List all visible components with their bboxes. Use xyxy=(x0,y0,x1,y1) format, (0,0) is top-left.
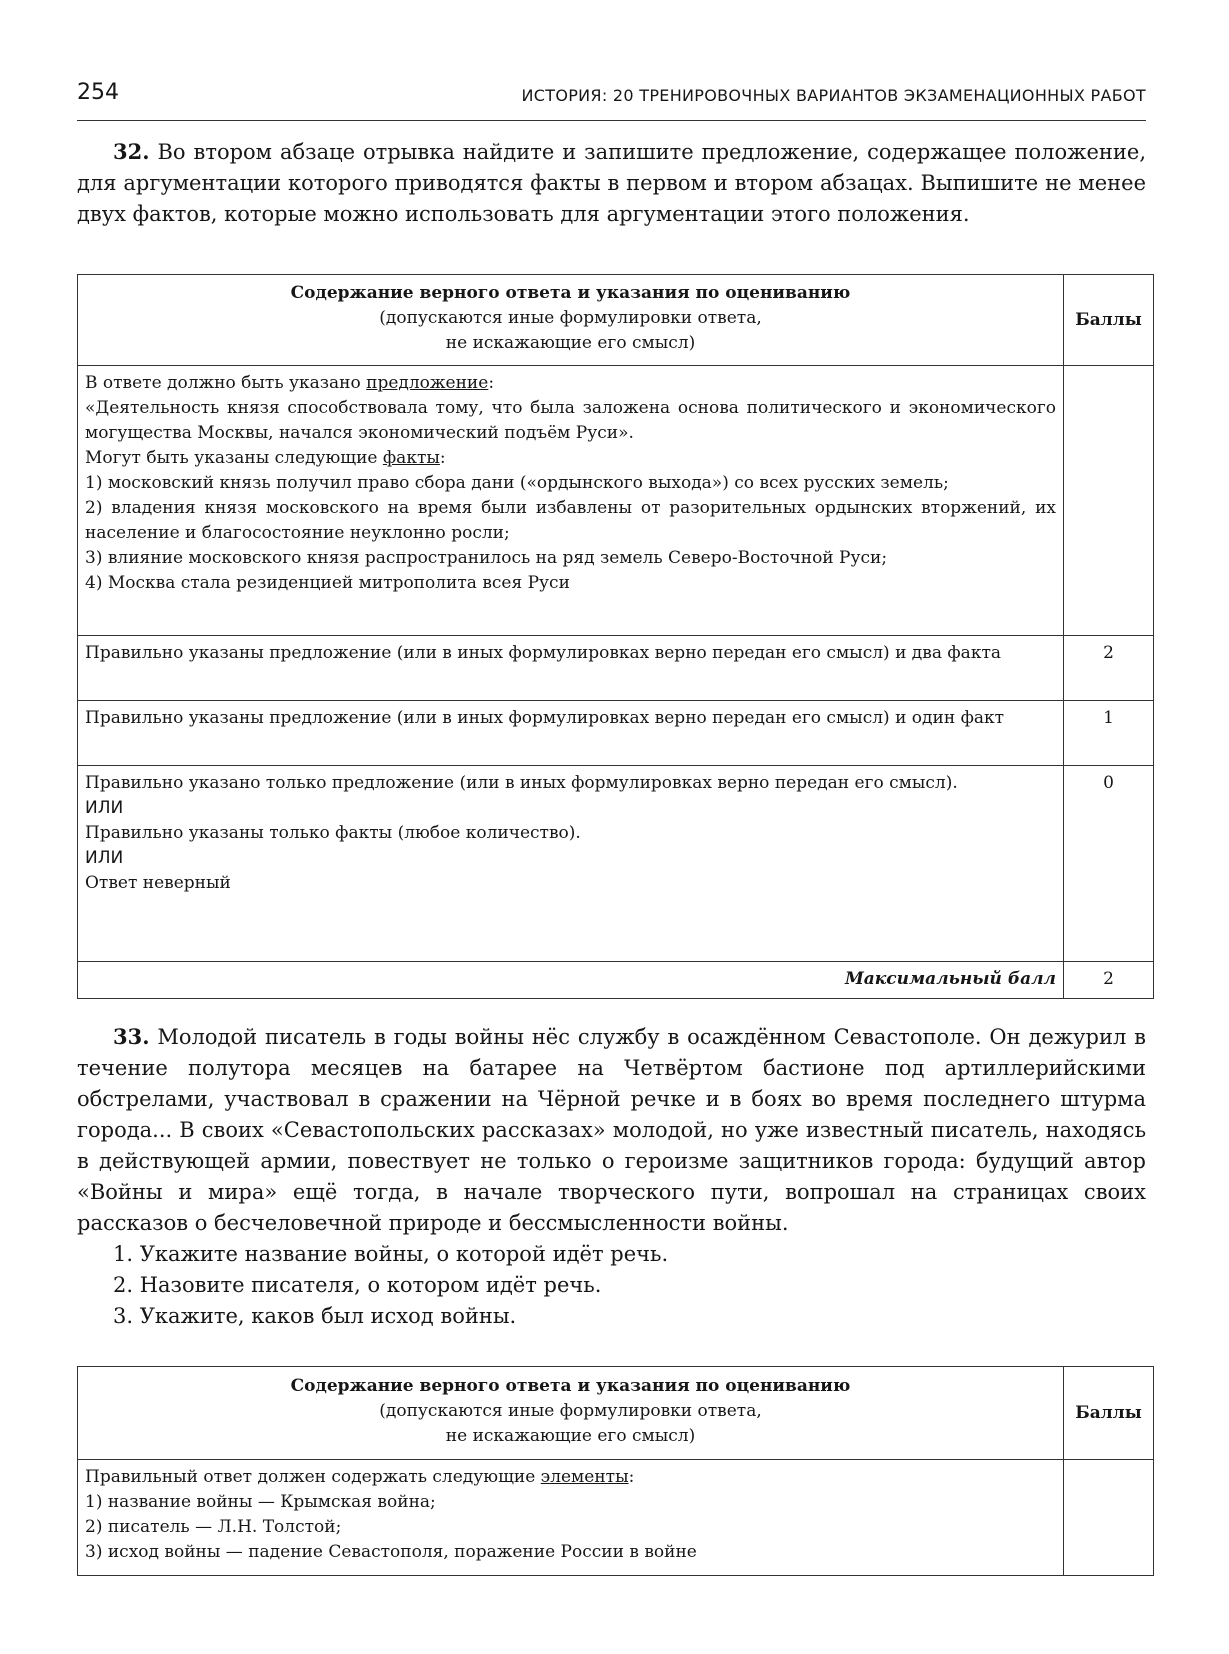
list-item: 1) московский князь получил право сбора дани («ордынского выхода») со всех русских земель; xyxy=(85,473,949,493)
max-score-row xyxy=(78,962,1154,999)
task-33-number: 33. xyxy=(113,1024,150,1049)
task-33-text: Молодой писатель в годы войны нёс службу в осаждённом Севастополе. Он дежурил в течение полутора месяцев на батарее на Четвёртом бастионе под артиллерийскими обстрелами, участвовал в сражении на Чёрной речке и в боях во время последнего штурма города... В своих «Севастопольских рассказах» молодой, но уже известный писатель, находясь в действующей армии, повествует не только о героизме защитников города: будущий автор «Войны и мира» ещё тогда, в начале творческого пути, вопрошал на страницах своих рассказов о бесчеловечной природе и бессмысленности войны. xyxy=(77,1025,1146,1235)
answer-intro-term: предложение xyxy=(366,373,489,393)
answer-intro-text: Правильный ответ должен содержать следующие xyxy=(85,1467,541,1487)
criterion-row xyxy=(78,766,1154,962)
max-score-label: Максимальный балл xyxy=(78,962,1064,999)
answer-intro-colon: : xyxy=(628,1467,635,1487)
facts-intro xyxy=(85,446,1056,471)
facts-intro-text: Могут быть указаны следующие xyxy=(85,448,383,468)
page-number: 254 xyxy=(77,80,119,105)
criterion-text: Правильно указаны предложение (или в иных формулировках верно передан его смысл) и один факт xyxy=(78,701,1064,766)
answer-points-empty xyxy=(1064,366,1154,636)
task-33-question xyxy=(77,1021,1146,1239)
list-item: 1. Укажите название войны, о которой идёт речь. xyxy=(113,1242,669,1266)
list-item: 4) Москва стала резиденцией митрополита всея Руси xyxy=(85,573,570,593)
list-item: 3) исход войны — падение Севастополя, поражение России в войне xyxy=(85,1542,697,1562)
answer-points-empty xyxy=(1064,1460,1154,1576)
criterion-row xyxy=(78,636,1154,701)
answer-content xyxy=(78,366,1064,636)
answer-row xyxy=(78,366,1154,636)
task-32-grading-table xyxy=(77,274,1154,999)
facts-intro-colon: : xyxy=(439,448,446,468)
points-header: Баллы xyxy=(1064,275,1154,366)
list-item: 3. Укажите, каков был исход войны. xyxy=(113,1304,517,1328)
book-title: ИСТОРИЯ: 20 ТРЕНИРОВОЧНЫХ ВАРИАНТОВ ЭКЗАМЕНАЦИОННЫХ РАБОТ xyxy=(521,86,1146,105)
criterion-points: 1 xyxy=(1064,701,1154,766)
list-item: 3) влияние московского князя распространилось на ряд земель Северо-Восточной Руси; xyxy=(85,548,888,568)
zero-option-3: Ответ неверный xyxy=(85,873,231,893)
answer-intro-colon: : xyxy=(488,373,495,393)
task-32-text: Во втором абзаце отрывка найдите и запишите предложение, содержащее положение, для аргументации которого приводятся факты в первом и втором абзацах. Выпишите не менее двух фактов, которые можно использовать для аргументации этого положения. xyxy=(77,140,1146,226)
answer-intro xyxy=(85,1465,1056,1490)
list-item: 2) владения князя московского на время были избавлены от разорительных ордынских вторжений, их население и благосостояние неуклонно росли; xyxy=(85,498,1056,543)
zero-option-2: Правильно указаны только факты (любое количество). xyxy=(85,823,581,843)
criteria-header-note-2: не искажающие его смысл) xyxy=(445,332,696,353)
points-header: Баллы xyxy=(1064,1367,1154,1460)
or-separator: ИЛИ xyxy=(85,798,124,818)
criterion-text: Правильно указаны предложение (или в иных формулировках верно передан его смысл) и два факта xyxy=(78,636,1064,701)
criteria-header-note-1: (допускаются иные формулировки ответа, xyxy=(379,307,762,328)
criterion-points: 0 xyxy=(1064,766,1154,962)
task-33-grading-table xyxy=(77,1366,1154,1576)
answer-intro-term: элементы xyxy=(540,1467,629,1487)
answer-row xyxy=(78,1460,1154,1576)
table-header-row xyxy=(78,275,1154,366)
task-32 xyxy=(77,136,1146,230)
answer-intro xyxy=(85,371,1056,396)
task-33 xyxy=(77,1021,1146,1332)
table-header-row xyxy=(78,1367,1154,1460)
criteria-header-note-1: (допускаются иные формулировки ответа, xyxy=(379,1400,762,1421)
criterion-row xyxy=(78,701,1154,766)
answer-intro-text: В ответе должно быть указано xyxy=(85,373,367,393)
task-32-number: 32. xyxy=(113,139,150,164)
facts-intro-term: факты xyxy=(382,448,440,468)
max-score-value: 2 xyxy=(1064,962,1154,999)
criteria-header xyxy=(78,275,1064,366)
answer-quote: «Деятельность князя способствовала тому, что была заложена основа политического и экономического могущества Москвы, начался экономический подъём Руси». xyxy=(85,398,1056,443)
or-separator: ИЛИ xyxy=(85,848,124,868)
criteria-header-title: Содержание верного ответа и указания по оцениванию xyxy=(290,282,851,303)
criteria-header xyxy=(78,1367,1064,1460)
criteria-header-title: Содержание верного ответа и указания по оцениванию xyxy=(290,1375,851,1396)
criteria-header-note-2: не искажающие его смысл) xyxy=(445,1425,696,1446)
list-item: 1) название войны — Крымская война; xyxy=(85,1492,436,1512)
list-item: 2) писатель — Л.Н. Толстой; xyxy=(85,1517,342,1537)
list-item: 2. Назовите писателя, о котором идёт речь. xyxy=(113,1273,602,1297)
answer-content xyxy=(78,1460,1064,1576)
criterion-points: 2 xyxy=(1064,636,1154,701)
running-header xyxy=(77,72,1146,121)
task-32-question xyxy=(77,136,1146,230)
zero-option-1: Правильно указано только предложение (или в иных формулировках верно передан его смысл). xyxy=(85,773,958,793)
criterion-text xyxy=(78,766,1064,962)
